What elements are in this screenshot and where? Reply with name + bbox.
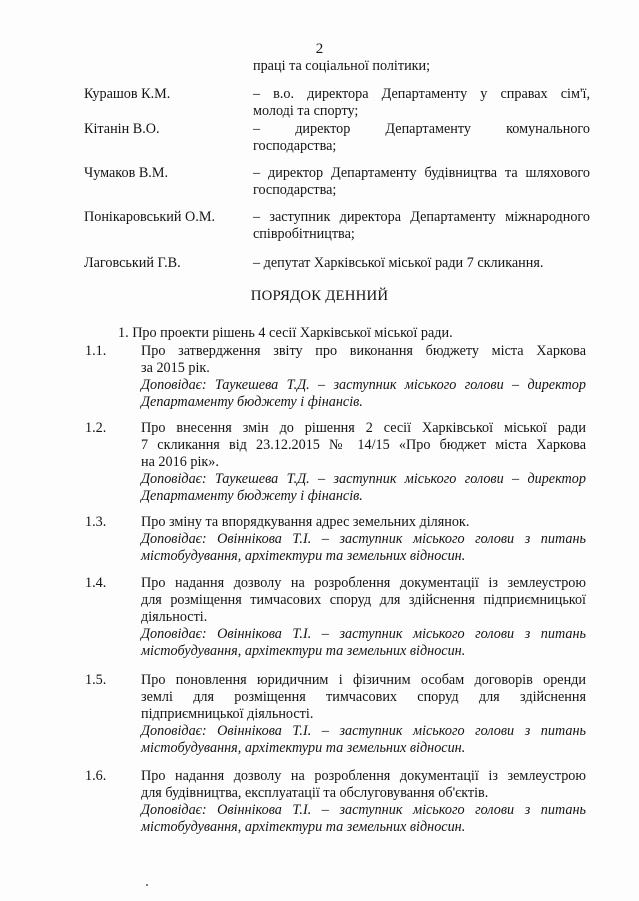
speaker-line: містобудування, архітектури та земельних відносин.: [141, 740, 466, 756]
speaker-line: Доповідає: Овіннікова Т.І. – заступник міського голови з питань: [141, 626, 586, 642]
agenda-item: Про внесення змін до рішення 2 сесії Харківської міської ради 7 скликання від 23.12.2015 № 14/15 «Про бюджет міста Харкова на 2016 рік». Доповідає: Таукешева Т.Д. – заступник міського голови – директор Департаменту бюджету і фінансів.: [141, 420, 586, 504]
continuation-line: праці та соціальної політики;: [253, 58, 431, 74]
attendee-role: – директор Департаменту комунального господарства;: [253, 121, 590, 154]
agenda-item: Про зміну та впорядкування адрес земельних ділянок. Доповідає: Овіннікова Т.І. – заступник міського голови з питань містобудування, архітектури та земельних відносин.: [141, 514, 586, 564]
agenda-item: Про затвердження звіту про виконання бюджету міста Харкова за 2015 рік. Доповідає: Таукешева Т.Д. – заступник міського голови – директор Департаменту бюджету і фінансів.: [141, 343, 586, 410]
speaker-line: Доповідає: Овіннікова Т.І. – заступник міського голови з питань: [141, 531, 586, 547]
speaker-line: Департаменту бюджету і фінансів.: [141, 394, 363, 410]
attendee-name: Чумаков В.М.: [84, 165, 168, 181]
item-number: 1.3.: [85, 514, 107, 530]
attendee-role: – депутат Харківської міської ради 7 скликання.: [253, 255, 544, 271]
item-number: 1.6.: [85, 768, 107, 784]
speaker-line: Доповідає: Овіннікова Т.І. – заступник міського голови з питань: [141, 723, 586, 739]
speaker-line: містобудування, архітектури та земельних відносин.: [141, 548, 466, 564]
speaker-line: містобудування, архітектури та земельних відносин.: [141, 643, 466, 659]
agenda-item: Про надання дозволу на розроблення документації із землеустрою для розміщення тимчасових споруд для здійснення підприємницької діяльності. Доповідає: Овіннікова Т.І. – заступник міського голови з питань містобудування, архітектури та земельних відносин.: [141, 575, 586, 659]
speaker-line: Департаменту бюджету і фінансів.: [141, 488, 363, 504]
speaker-line: Доповідає: Таукешева Т.Д. – заступник міського голови – директор: [141, 471, 586, 487]
attendee-name: Лаговський Г.В.: [84, 255, 181, 271]
item-number: 1.1.: [85, 343, 107, 359]
speaker-line: містобудування, архітектури та земельних відносин.: [141, 819, 466, 835]
agenda-heading: ПОРЯДОК ДЕННИЙ: [250, 288, 389, 304]
page-number: 2: [315, 41, 324, 57]
scan-speck: [146, 884, 148, 886]
attendee-role: – заступник директора Департаменту міжнародного співробітництва;: [253, 209, 590, 242]
speaker-line: Доповідає: Таукешева Т.Д. – заступник міського голови – директор: [141, 377, 586, 393]
agenda-intro: 1. Про проекти рішень 4 сесії Харківської міської ради.: [118, 325, 453, 341]
agenda-item: Про поновлення юридичним і фізичним особам договорів оренди землі для розміщення тимчасових споруд для здійснення підприємницької діяльності. Доповідає: Овіннікова Т.І. – заступник міського голови з питань містобудування, архітектури та земельних відносин.: [141, 672, 586, 756]
attendee-name: Кітанін В.О.: [84, 121, 160, 137]
attendee-name: Понікаровський О.М.: [84, 209, 215, 225]
item-number: 1.4.: [85, 575, 107, 591]
attendee-role: – директор Департаменту будівництва та шляхового господарства;: [253, 165, 590, 198]
attendee-role: – в.о. директора Департаменту у справах сім'ї, молоді та спорту;: [253, 86, 590, 119]
agenda-item: Про надання дозволу на розроблення документації із землеустрою для будівництва, експлуатації та обслуговування об'єктів. Доповідає: Овіннікова Т.І. – заступник міського голови з питань містобудування, архітектури та земельних відносин.: [141, 768, 586, 835]
speaker-line: Доповідає: Овіннікова Т.І. – заступник міського голови з питань: [141, 802, 586, 818]
item-number: 1.5.: [85, 672, 107, 688]
item-number: 1.2.: [85, 420, 107, 436]
attendee-name: Курашов К.М.: [84, 86, 171, 102]
